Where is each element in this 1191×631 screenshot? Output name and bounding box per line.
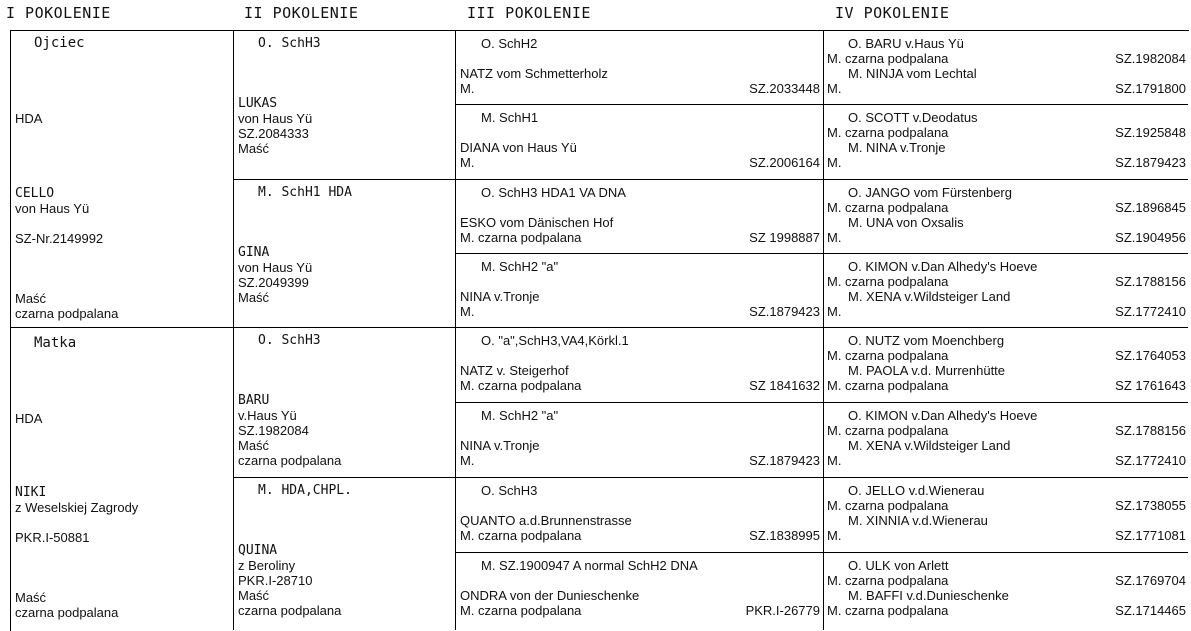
gen3-name: NINA v.Tronje xyxy=(460,289,540,304)
gen3-name: NINA v.Tronje xyxy=(460,438,540,453)
gen2-head: M. HDA,CHPL. xyxy=(258,483,352,498)
gen3-head: O. SchH2 xyxy=(481,36,538,51)
gen4-reg-2: SZ.1714465 xyxy=(1115,603,1186,618)
gen4-sire: O. NUTZ vom Moenchberg xyxy=(848,333,1005,348)
row-divider-g2-1 xyxy=(233,327,455,328)
gen2-name: GINA xyxy=(238,245,270,260)
gen3-line: M. czarna podpalana xyxy=(460,528,582,543)
gen1-dam-kennel: z Weselskiej Zagrody xyxy=(15,500,139,515)
gen3-reg: SZ 1998887 xyxy=(749,230,820,245)
row-divider-g1 xyxy=(10,327,233,328)
gen3-line: M. xyxy=(460,453,475,468)
gen4-dam-color: M. czarna podpalana xyxy=(827,274,949,289)
row-divider-g2-0 xyxy=(233,179,455,180)
gen4-reg-2: SZ.1791800 xyxy=(1115,81,1186,96)
gen2-kennel: von Haus Yü xyxy=(238,260,313,275)
gen4-sire: O. ULK von Arlett xyxy=(848,558,949,573)
gen4-dam-line: M. xyxy=(827,304,842,319)
gen2-reg: PKR.I-28710 xyxy=(238,573,313,588)
gen3-name: ESKO vom Dänischen Hof xyxy=(460,215,614,230)
gen4-dam-name: M. XENA v.Wildsteiger Land xyxy=(848,289,1011,304)
gen4-dam-name: M. NINJA vom Lechtal xyxy=(848,66,977,81)
row-divider-g3-6 xyxy=(455,552,1188,553)
gen1-sire-name: CELLO xyxy=(15,186,55,201)
gen2-head: O. SchH3 xyxy=(258,333,321,348)
gen3-name: QUANTO a.d.Brunnenstrasse xyxy=(460,513,632,528)
gen4-dam-line: M. xyxy=(827,528,842,543)
gen3-name: NATZ v. Steigerhof xyxy=(460,363,569,378)
gen2-kennel: von Haus Yü xyxy=(238,111,313,126)
row-divider-g3-3 xyxy=(455,327,1188,328)
row-divider-g3-0 xyxy=(455,104,1188,105)
row-divider-g3-2 xyxy=(455,253,1188,254)
gen4-reg-2: SZ.1879423 xyxy=(1115,155,1186,170)
gen2-reg: SZ.2084333 xyxy=(238,126,309,141)
row-divider-g3-1 xyxy=(455,179,1188,180)
gen4-dam-color: M. czarna podpalana xyxy=(827,51,949,66)
gen4-reg-1: SZ.1925848 xyxy=(1115,125,1186,140)
row-divider-g3-5 xyxy=(455,477,1188,478)
gen1-sire-masc-label: Maść xyxy=(15,291,47,306)
gen3-head: O. "a",SchH3,VA4,Körkl.1 xyxy=(481,333,629,348)
gen4-dam-color: M. czarna podpalana xyxy=(827,125,949,140)
gen4-dam-color: M. czarna podpalana xyxy=(827,498,949,513)
gen4-reg-2: SZ.1772410 xyxy=(1115,304,1186,319)
gen2-name: LUKAS xyxy=(238,96,278,111)
gen3-reg: SZ.1838995 xyxy=(749,528,820,543)
gen3-head: M. SZ.1900947 A normal SchH2 DNA xyxy=(481,558,698,573)
gen3-name: ONDRA von der Dunieschenke xyxy=(460,588,640,603)
gen4-dam-line: M. xyxy=(827,155,842,170)
gen3-reg: PKR.I-26779 xyxy=(745,603,820,618)
gen2-masc-label: Maść xyxy=(238,588,270,603)
gen3-reg: SZ 1841632 xyxy=(749,378,820,393)
gen4-dam-name: M. UNA von Oxsalis xyxy=(848,215,964,230)
gen3-reg: SZ.1879423 xyxy=(749,453,820,468)
gen3-name: NATZ vom Schmetterholz xyxy=(460,66,608,81)
gen4-dam-name: M. XINNIA v.d.Wienerau xyxy=(848,513,988,528)
gen3-head: O. SchH3 xyxy=(481,483,538,498)
gen4-dam-color: M. czarna podpalana xyxy=(827,200,949,215)
gen1-sire-reg: SZ-Nr.2149992 xyxy=(15,231,104,246)
header-generation-4: IV POKOLENIE xyxy=(835,4,950,22)
gen4-sire: O. SCOTT v.Deodatus xyxy=(848,110,978,125)
gen4-dam-line: M. xyxy=(827,230,842,245)
col-divider-1 xyxy=(233,30,234,630)
gen2-color: czarna podpalana xyxy=(238,603,342,618)
gen4-reg-1: SZ.1769704 xyxy=(1115,573,1186,588)
header-generation-3: III POKOLENIE xyxy=(467,4,591,22)
gen4-reg-2: SZ 1761643 xyxy=(1115,378,1186,393)
gen4-dam-color: M. czarna podpalana xyxy=(827,573,949,588)
gen4-reg-2: SZ.1904956 xyxy=(1115,230,1186,245)
gen1-dam-title: HDA xyxy=(15,411,43,426)
gen3-head: M. SchH1 xyxy=(481,110,539,125)
gen4-sire: O. KIMON v.Dan Alhedy's Hoeve xyxy=(848,259,1038,274)
gen2-kennel: z Beroliny xyxy=(238,558,296,573)
gen4-dam-color: M. czarna podpalana xyxy=(827,348,949,363)
gen4-dam-line: M. czarna podpalana xyxy=(827,378,949,393)
gen4-dam-name: M. BAFFI v.d.Dunieschenke xyxy=(848,588,1009,603)
gen3-line: M. czarna podpalana xyxy=(460,378,582,393)
gen3-reg: SZ.2006164 xyxy=(749,155,820,170)
gen3-reg: SZ.1879423 xyxy=(749,304,820,319)
gen2-head: M. SchH1 HDA xyxy=(258,185,352,200)
gen2-masc-label: Maść xyxy=(238,141,270,156)
gen4-reg-1: SZ.1788156 xyxy=(1115,274,1186,289)
header-generation-1: I POKOLENIE xyxy=(6,4,111,22)
gen2-kennel: v.Haus Yü xyxy=(238,408,297,423)
gen1-sire-title: HDA xyxy=(15,111,43,126)
gen2-reg: SZ.2049399 xyxy=(238,275,309,290)
gen2-masc-label: Maść xyxy=(238,290,270,305)
gen4-reg-1: SZ.1764053 xyxy=(1115,348,1186,363)
gen1-sire-role: Ojciec xyxy=(34,35,85,51)
pedigree-table xyxy=(10,30,1189,631)
gen2-masc-label: Maść xyxy=(238,438,270,453)
gen4-dam-name: M. PAOLA v.d. Murrenhütte xyxy=(848,363,1006,378)
gen4-sire: O. KIMON v.Dan Alhedy's Hoeve xyxy=(848,408,1038,423)
gen1-dam-name: NIKI xyxy=(15,485,47,500)
gen3-line: M. xyxy=(460,81,475,96)
gen4-reg-2: SZ.1772410 xyxy=(1115,453,1186,468)
gen4-sire: O. BARU v.Haus Yü xyxy=(848,36,964,51)
gen3-head: M. SchH2 "a" xyxy=(481,408,559,423)
gen3-line: M. czarna podpalana xyxy=(460,603,582,618)
gen4-dam-line: M. xyxy=(827,81,842,96)
gen4-reg-1: SZ.1896845 xyxy=(1115,200,1186,215)
gen4-dam-color: M. czarna podpalana xyxy=(827,423,949,438)
gen3-line: M. czarna podpalana xyxy=(460,230,582,245)
row-divider-g3-4 xyxy=(455,402,1188,403)
col-divider-2 xyxy=(455,30,456,630)
gen4-sire: O. JELLO v.d.Wienerau xyxy=(848,483,985,498)
gen4-reg-1: SZ.1738055 xyxy=(1115,498,1186,513)
gen4-dam-line: M. czarna podpalana xyxy=(827,603,949,618)
gen4-sire: O. JANGO vom Fürstenberg xyxy=(848,185,1012,200)
gen3-name: DIANA von Haus Yü xyxy=(460,140,577,155)
gen2-color: czarna podpalana xyxy=(238,453,342,468)
gen3-head: M. SchH2 "a" xyxy=(481,259,559,274)
gen1-sire-kennel: von Haus Yü xyxy=(15,201,90,216)
gen3-reg: SZ.2033448 xyxy=(749,81,820,96)
gen4-dam-line: M. xyxy=(827,453,842,468)
gen2-reg: SZ.1982084 xyxy=(238,423,309,438)
gen1-dam-role: Matka xyxy=(34,335,77,351)
gen4-dam-name: M. NINA v.Tronje xyxy=(848,140,946,155)
gen4-reg-1: SZ.1982084 xyxy=(1115,51,1186,66)
gen1-dam-color: czarna podpalana xyxy=(15,605,119,620)
gen4-dam-name: M. XENA v.Wildsteiger Land xyxy=(848,438,1011,453)
gen1-dam-masc-label: Maść xyxy=(15,590,47,605)
gen1-sire-color: czarna podpalana xyxy=(15,306,119,321)
gen3-line: M. xyxy=(460,304,475,319)
gen2-name: BARU xyxy=(238,393,270,408)
gen4-reg-1: SZ.1788156 xyxy=(1115,423,1186,438)
header-generation-2: II POKOLENIE xyxy=(244,4,359,22)
gen3-head: O. SchH3 HDA1 VA DNA xyxy=(481,185,626,200)
col-divider-3 xyxy=(823,30,824,630)
gen2-name: QUINA xyxy=(238,543,278,558)
row-divider-g2-2 xyxy=(233,477,455,478)
gen1-dam-reg: PKR.I-50881 xyxy=(15,530,90,545)
gen4-reg-2: SZ.1771081 xyxy=(1115,528,1186,543)
gen3-line: M. xyxy=(460,155,475,170)
gen2-head: O. SchH3 xyxy=(258,36,321,51)
